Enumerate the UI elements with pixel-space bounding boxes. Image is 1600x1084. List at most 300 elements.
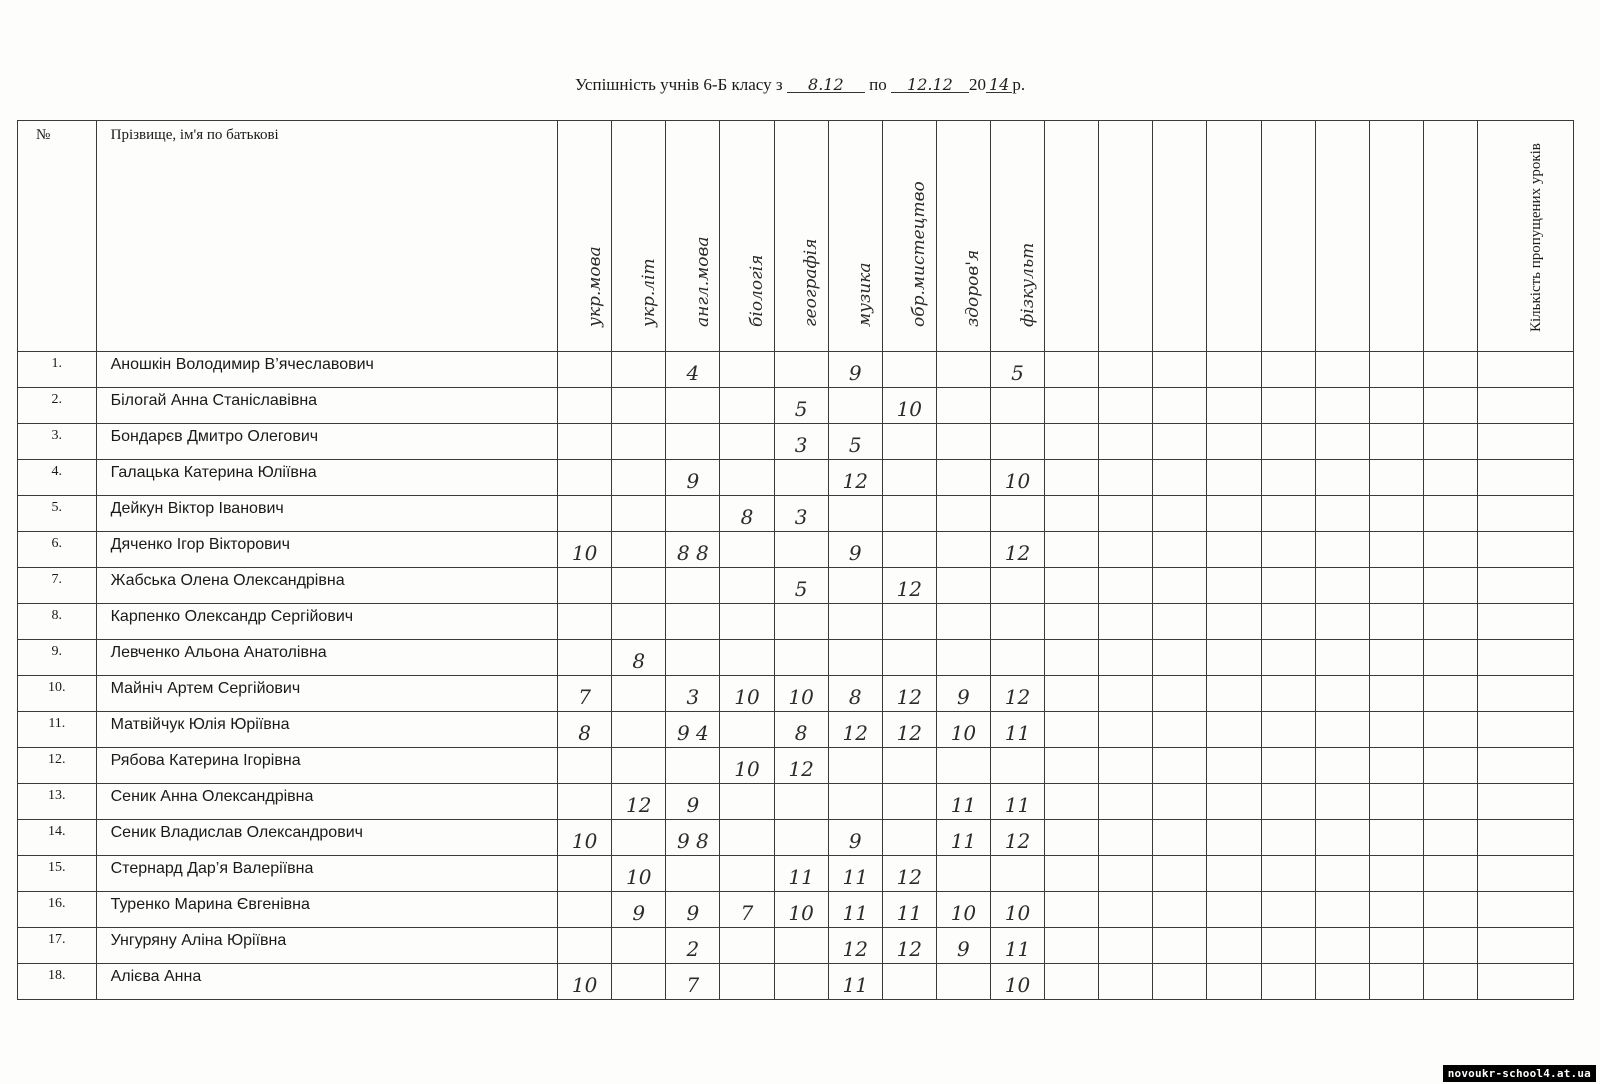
grade-cell [558, 496, 612, 532]
header-number: № [18, 121, 97, 352]
grade-cell [882, 820, 936, 856]
grade-cell [774, 352, 828, 388]
grade-cell [558, 784, 612, 820]
empty-cell [1153, 964, 1207, 1000]
grade-cell: 10 [558, 532, 612, 568]
table-row [18, 568, 1574, 604]
empty-cell [1423, 640, 1477, 676]
empty-cell [1153, 352, 1207, 388]
absent-label: Кількість пропущених уроків [1528, 143, 1545, 332]
grade-cell [720, 784, 774, 820]
empty-cell [1369, 352, 1423, 388]
absent-cell [1477, 748, 1573, 784]
grade-cell: 10 [720, 676, 774, 712]
table-row [18, 928, 1574, 964]
grade-cell [612, 712, 666, 748]
empty-cell [1369, 496, 1423, 532]
grade-cell [882, 748, 936, 784]
grade-cell: 9 [936, 928, 990, 964]
table-row [18, 604, 1574, 640]
grade-cell [936, 352, 990, 388]
empty-cell [1423, 352, 1477, 388]
empty-cell [1423, 784, 1477, 820]
absent-cell [1477, 964, 1573, 1000]
subject-label: здоров'я [963, 249, 984, 327]
student-name: Сеник Владислав Олександрович [96, 820, 557, 856]
empty-cell [1045, 748, 1099, 784]
grade-cell: 9 8 [666, 820, 720, 856]
empty-cell [1207, 892, 1261, 928]
grade-cell: 3 [774, 496, 828, 532]
grade-cell [612, 424, 666, 460]
grade-cell [990, 496, 1044, 532]
empty-cell [1207, 856, 1261, 892]
empty-cell [1045, 604, 1099, 640]
empty-cell [1099, 856, 1153, 892]
student-name: Сеник Анна Олександрівна [96, 784, 557, 820]
grade-cell: 10 [990, 892, 1044, 928]
table-row [18, 712, 1574, 748]
row-number: 3. [18, 424, 97, 460]
grade-cell: 10 [774, 892, 828, 928]
empty-cell [1315, 460, 1369, 496]
empty-cell [1099, 892, 1153, 928]
empty-cell [1153, 460, 1207, 496]
empty-cell [1315, 568, 1369, 604]
header-subject [936, 121, 990, 352]
absent-cell [1477, 460, 1573, 496]
grade-cell [774, 604, 828, 640]
empty-cell [1099, 460, 1153, 496]
empty-cell [1315, 604, 1369, 640]
grade-cell: 10 [936, 892, 990, 928]
empty-cell [1423, 424, 1477, 460]
grade-cell: 8 [558, 712, 612, 748]
grade-cell: 8 [720, 496, 774, 532]
grade-cell [558, 460, 612, 496]
student-name: Алієва Анна [96, 964, 557, 1000]
grade-cell [828, 388, 882, 424]
year-prefix: 20 [968, 75, 986, 94]
grade-cell [774, 964, 828, 1000]
grade-cell: 12 [774, 748, 828, 784]
row-number: 13. [18, 784, 97, 820]
grade-cell [828, 496, 882, 532]
grade-cell [720, 640, 774, 676]
student-name: Бондарєв Дмитро Олегович [96, 424, 557, 460]
grade-cell [558, 928, 612, 964]
row-number: 15. [18, 856, 97, 892]
grade-cell [612, 928, 666, 964]
empty-cell [1315, 856, 1369, 892]
student-name: Дяченко Ігор Вікторович [96, 532, 557, 568]
grade-cell [720, 532, 774, 568]
grade-cell [882, 640, 936, 676]
empty-cell [1261, 820, 1315, 856]
grade-cell [558, 604, 612, 640]
row-number: 5. [18, 496, 97, 532]
subject-label: біологія [746, 254, 767, 327]
row-number: 1. [18, 352, 97, 388]
grade-cell: 5 [774, 568, 828, 604]
empty-cell [1423, 712, 1477, 748]
empty-cell [1153, 784, 1207, 820]
table-row [18, 532, 1574, 568]
grade-cell [774, 532, 828, 568]
grade-cell [936, 496, 990, 532]
empty-cell [1207, 532, 1261, 568]
grade-cell: 11 [990, 928, 1044, 964]
empty-cell [1045, 892, 1099, 928]
grade-cell: 9 [666, 784, 720, 820]
empty-cell [1153, 748, 1207, 784]
row-number: 11. [18, 712, 97, 748]
empty-cell [1099, 784, 1153, 820]
grade-cell [666, 604, 720, 640]
empty-cell [1423, 460, 1477, 496]
empty-cell [1207, 460, 1261, 496]
empty-cell [1045, 784, 1099, 820]
header-subject [558, 121, 612, 352]
grade-cell [558, 748, 612, 784]
empty-cell [1315, 748, 1369, 784]
grades-table [17, 120, 1574, 1000]
table-row [18, 892, 1574, 928]
empty-cell [1261, 712, 1315, 748]
empty-cell [1423, 964, 1477, 1000]
students-body [18, 352, 1574, 1000]
grade-cell [882, 604, 936, 640]
empty-cell [1045, 964, 1099, 1000]
empty-cell [1207, 964, 1261, 1000]
absent-cell [1477, 604, 1573, 640]
grade-cell [558, 424, 612, 460]
empty-cell [1315, 676, 1369, 712]
table-row [18, 748, 1574, 784]
empty-cell [1261, 568, 1315, 604]
student-name: Левченко Альона Анатолівна [96, 640, 557, 676]
grade-cell: 3 [666, 676, 720, 712]
row-number: 9. [18, 640, 97, 676]
empty-cell [1261, 964, 1315, 1000]
empty-cell [1315, 712, 1369, 748]
header-subject [612, 121, 666, 352]
row-number: 17. [18, 928, 97, 964]
empty-cell [1261, 424, 1315, 460]
subject-label: фізкульт [1017, 242, 1038, 327]
student-name: Стернард Дар’я Валеріївна [96, 856, 557, 892]
table-row [18, 640, 1574, 676]
empty-cell [1423, 856, 1477, 892]
row-number: 12. [18, 748, 97, 784]
grade-cell: 12 [882, 676, 936, 712]
grade-cell [558, 388, 612, 424]
header-subject [774, 121, 828, 352]
student-name: Галацька Катерина Юліївна [96, 460, 557, 496]
grade-cell [936, 604, 990, 640]
to-date: 12.12 [891, 77, 969, 93]
empty-cell [1207, 568, 1261, 604]
grade-cell [612, 820, 666, 856]
grade-cell [828, 784, 882, 820]
empty-cell [1369, 424, 1423, 460]
empty-cell [1045, 388, 1099, 424]
empty-cell [1315, 424, 1369, 460]
header-empty-cell [1261, 121, 1315, 352]
absent-cell [1477, 352, 1573, 388]
empty-cell [1207, 604, 1261, 640]
empty-cell [1153, 640, 1207, 676]
grade-cell [990, 388, 1044, 424]
grade-cell: 8 [612, 640, 666, 676]
absent-cell [1477, 496, 1573, 532]
empty-cell [1369, 676, 1423, 712]
empty-cell [1099, 820, 1153, 856]
empty-cell [1261, 676, 1315, 712]
empty-cell [1369, 388, 1423, 424]
student-name: Рябова Катерина Ігорівна [96, 748, 557, 784]
site-watermark: novoukr-school4.at.ua [1443, 1065, 1596, 1082]
empty-cell [1207, 352, 1261, 388]
empty-cell [1261, 784, 1315, 820]
grade-cell: 4 [666, 352, 720, 388]
subject-label: англ.мова [692, 236, 713, 327]
empty-cell [1369, 784, 1423, 820]
grade-cell [558, 640, 612, 676]
grade-cell [882, 424, 936, 460]
grade-cell: 9 [828, 352, 882, 388]
grade-cell [936, 388, 990, 424]
empty-cell [1099, 388, 1153, 424]
empty-cell [1045, 640, 1099, 676]
absent-cell [1477, 820, 1573, 856]
grade-cell: 12 [990, 820, 1044, 856]
grade-cell [882, 532, 936, 568]
grade-cell [774, 784, 828, 820]
empty-cell [1045, 496, 1099, 532]
student-name: Дейкун Віктор Іванович [96, 496, 557, 532]
empty-cell [1207, 748, 1261, 784]
grade-cell [990, 856, 1044, 892]
empty-cell [1045, 352, 1099, 388]
grade-cell [936, 568, 990, 604]
grade-cell: 9 [666, 892, 720, 928]
student-name: Матвійчук Юлія Юріївна [96, 712, 557, 748]
grade-cell [774, 460, 828, 496]
empty-cell [1315, 532, 1369, 568]
grade-cell [558, 352, 612, 388]
table-row [18, 964, 1574, 1000]
empty-cell [1207, 784, 1261, 820]
subject-label: музика [855, 262, 876, 327]
subject-label: укр.мова [584, 246, 605, 327]
grade-cell [882, 460, 936, 496]
grade-cell [882, 964, 936, 1000]
empty-cell [1423, 748, 1477, 784]
empty-cell [1045, 712, 1099, 748]
empty-cell [1099, 640, 1153, 676]
student-name: Унгуряну Аліна Юріївна [96, 928, 557, 964]
title-mid: по [869, 75, 887, 94]
header-subject [828, 121, 882, 352]
grade-cell [612, 460, 666, 496]
grade-cell: 12 [882, 712, 936, 748]
header-subject [666, 121, 720, 352]
absent-cell [1477, 532, 1573, 568]
absent-cell [1477, 388, 1573, 424]
grade-cell: 12 [990, 532, 1044, 568]
grade-cell [666, 568, 720, 604]
empty-cell [1045, 532, 1099, 568]
grade-cell: 12 [612, 784, 666, 820]
empty-cell [1045, 460, 1099, 496]
grade-cell: 11 [936, 820, 990, 856]
grade-cell: 7 [558, 676, 612, 712]
grade-cell [666, 424, 720, 460]
empty-cell [1099, 496, 1153, 532]
grade-cell: 9 [828, 532, 882, 568]
empty-cell [1207, 424, 1261, 460]
grade-cell [990, 424, 1044, 460]
empty-cell [1369, 532, 1423, 568]
empty-cell [1423, 820, 1477, 856]
grade-cell [990, 604, 1044, 640]
grade-cell [882, 784, 936, 820]
grade-cell [720, 928, 774, 964]
empty-cell [1099, 676, 1153, 712]
empty-cell [1423, 676, 1477, 712]
header-subject [720, 121, 774, 352]
grade-cell: 5 [828, 424, 882, 460]
empty-cell [1261, 496, 1315, 532]
empty-cell [1261, 532, 1315, 568]
empty-cell [1369, 640, 1423, 676]
grade-cell: 11 [990, 784, 1044, 820]
row-number: 8. [18, 604, 97, 640]
absent-cell [1477, 568, 1573, 604]
grade-cell [666, 388, 720, 424]
absent-cell [1477, 928, 1573, 964]
grade-cell: 12 [828, 460, 882, 496]
empty-cell [1261, 928, 1315, 964]
empty-cell [1045, 424, 1099, 460]
header-empty-cell [1153, 121, 1207, 352]
grade-cell: 7 [720, 892, 774, 928]
grade-cell: 5 [990, 352, 1044, 388]
grade-cell [612, 568, 666, 604]
grade-cell [558, 568, 612, 604]
grade-cell [720, 820, 774, 856]
empty-cell [1153, 928, 1207, 964]
header-name: Прізвище, ім'я по батькові [96, 121, 557, 352]
grade-cell [774, 820, 828, 856]
empty-cell [1423, 388, 1477, 424]
grade-cell [720, 568, 774, 604]
empty-cell [1207, 676, 1261, 712]
row-number: 18. [18, 964, 97, 1000]
empty-cell [1261, 892, 1315, 928]
empty-cell [1207, 640, 1261, 676]
student-name: Туренко Марина Євгенівна [96, 892, 557, 928]
grade-cell [612, 748, 666, 784]
grade-cell: 10 [774, 676, 828, 712]
table-row [18, 820, 1574, 856]
grade-cell [882, 496, 936, 532]
empty-cell [1045, 820, 1099, 856]
grade-cell [720, 460, 774, 496]
subject-label: географія [801, 238, 822, 327]
grade-cell [828, 748, 882, 784]
grade-cell [828, 568, 882, 604]
grade-cell [936, 640, 990, 676]
empty-cell [1261, 640, 1315, 676]
empty-cell [1369, 928, 1423, 964]
grade-cell: 12 [882, 928, 936, 964]
empty-cell [1045, 928, 1099, 964]
empty-cell [1099, 712, 1153, 748]
empty-cell [1099, 568, 1153, 604]
grade-cell: 3 [774, 424, 828, 460]
empty-cell [1153, 712, 1207, 748]
grade-cell: 2 [666, 928, 720, 964]
subject-label: обр.мистецтво [909, 181, 930, 327]
empty-cell [1369, 568, 1423, 604]
table-row [18, 676, 1574, 712]
year-suffix: 14 [986, 77, 1012, 93]
grade-cell: 10 [558, 964, 612, 1000]
table-row [18, 784, 1574, 820]
grade-cell [720, 352, 774, 388]
header-empty-cell [1423, 121, 1477, 352]
grade-cell [774, 928, 828, 964]
absent-cell [1477, 784, 1573, 820]
row-number: 6. [18, 532, 97, 568]
empty-cell [1045, 856, 1099, 892]
header-empty-cell [1099, 121, 1153, 352]
absent-cell [1477, 676, 1573, 712]
empty-cell [1099, 352, 1153, 388]
empty-cell [1261, 352, 1315, 388]
table-row [18, 352, 1574, 388]
header-empty-cell [1315, 121, 1369, 352]
grade-cell: 7 [666, 964, 720, 1000]
grade-cell: 9 [828, 820, 882, 856]
empty-cell [1207, 712, 1261, 748]
grade-cell: 10 [936, 712, 990, 748]
grade-cell: 10 [558, 820, 612, 856]
table-row [18, 460, 1574, 496]
grade-cell: 9 [936, 676, 990, 712]
absent-cell [1477, 892, 1573, 928]
empty-cell [1315, 352, 1369, 388]
empty-cell [1099, 748, 1153, 784]
row-number: 4. [18, 460, 97, 496]
empty-cell [1045, 676, 1099, 712]
grade-cell: 11 [828, 892, 882, 928]
sheet-title [0, 75, 1600, 95]
grade-cell [936, 964, 990, 1000]
grade-cell: 11 [990, 712, 1044, 748]
grade-cell [612, 604, 666, 640]
grade-cell [612, 352, 666, 388]
student-name: Майніч Артем Сергійович [96, 676, 557, 712]
grade-cell: 10 [882, 388, 936, 424]
grade-cell [936, 424, 990, 460]
student-name: Карпенко Олександр Сергійович [96, 604, 557, 640]
student-name: Білогай Анна Станіславівна [96, 388, 557, 424]
grade-cell: 12 [828, 928, 882, 964]
grade-cell [666, 748, 720, 784]
